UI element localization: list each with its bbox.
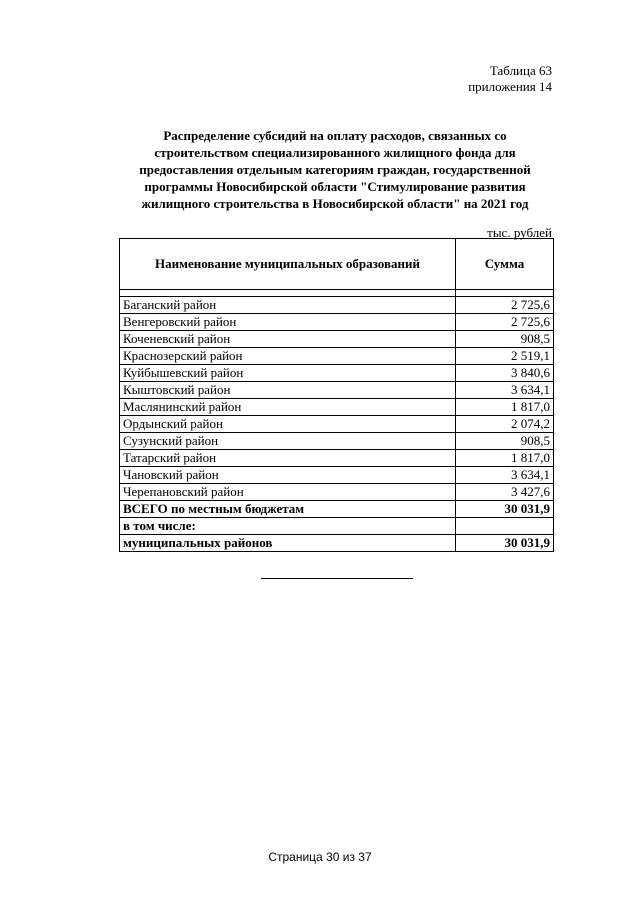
total-value: 30 031,9 xyxy=(456,501,554,518)
column-header-name: Наименование муниципальных образований xyxy=(120,239,456,290)
table-row xyxy=(120,331,554,348)
units-label: тыс. рублей xyxy=(487,225,552,240)
total-row xyxy=(120,501,554,518)
appendix-label: приложения 14 xyxy=(468,79,552,94)
table-row xyxy=(120,399,554,416)
district-value: 3 840,6 xyxy=(456,365,554,382)
district-value: 1 817,0 xyxy=(456,450,554,467)
district-name: Венгеровский район xyxy=(120,314,456,331)
title-line: жилищного строительства в Новосибирской области" на 2021 год xyxy=(141,196,529,211)
district-value: 2 074,2 xyxy=(456,416,554,433)
municipal-label: муниципальных районов xyxy=(120,535,456,552)
district-value: 2 725,6 xyxy=(456,314,554,331)
district-value: 2 725,6 xyxy=(456,297,554,314)
document-title xyxy=(118,127,552,212)
district-name: Куйбышевский район xyxy=(120,365,456,382)
table-row xyxy=(120,433,554,450)
district-value: 3 634,1 xyxy=(456,382,554,399)
district-value: 908,5 xyxy=(456,331,554,348)
district-name: Черепановский район xyxy=(120,484,456,501)
district-name: Ордынский район xyxy=(120,416,456,433)
district-name: Татарский район xyxy=(120,450,456,467)
district-name: Баганский район xyxy=(120,297,456,314)
including-empty xyxy=(456,518,554,535)
table-row xyxy=(120,467,554,484)
district-value: 3 634,1 xyxy=(456,467,554,484)
including-label: в том числе: xyxy=(120,518,456,535)
table-row xyxy=(120,365,554,382)
district-value: 3 427,6 xyxy=(456,484,554,501)
page-footer: Страница 30 из 37 xyxy=(268,850,372,864)
divider-line xyxy=(261,578,413,579)
district-value: 908,5 xyxy=(456,433,554,450)
district-name: Краснозерский район xyxy=(120,348,456,365)
title-line: Распределение субсидий на оплату расходов, связанных со xyxy=(163,128,507,143)
column-header-sum: Сумма xyxy=(456,239,554,290)
table-row xyxy=(120,484,554,501)
district-name: Кыштовский район xyxy=(120,382,456,399)
district-name: Коченевский район xyxy=(120,331,456,348)
municipal-row xyxy=(120,535,554,552)
title-line: предоставления отдельным категориям граждан, государственной xyxy=(139,162,531,177)
title-line: программы Новосибирской области "Стимулирование развития xyxy=(144,179,526,194)
district-name: Чановский район xyxy=(120,467,456,484)
table-caption xyxy=(468,63,552,95)
total-label: ВСЕГО по местным бюджетам xyxy=(120,501,456,518)
district-value: 2 519,1 xyxy=(456,348,554,365)
table-row xyxy=(120,450,554,467)
spacer-row xyxy=(120,290,554,297)
district-value: 1 817,0 xyxy=(456,399,554,416)
table-row xyxy=(120,297,554,314)
municipal-value: 30 031,9 xyxy=(456,535,554,552)
table-row xyxy=(120,382,554,399)
table-row xyxy=(120,416,554,433)
title-line: строительством специализированного жилищного фонда для xyxy=(154,145,516,160)
table-row xyxy=(120,314,554,331)
table-header-row xyxy=(120,239,554,290)
table-row xyxy=(120,348,554,365)
district-name: Маслянинский район xyxy=(120,399,456,416)
table-number: Таблица 63 xyxy=(489,63,552,78)
subsidy-table xyxy=(119,238,554,552)
district-name: Сузунский район xyxy=(120,433,456,450)
including-row xyxy=(120,518,554,535)
